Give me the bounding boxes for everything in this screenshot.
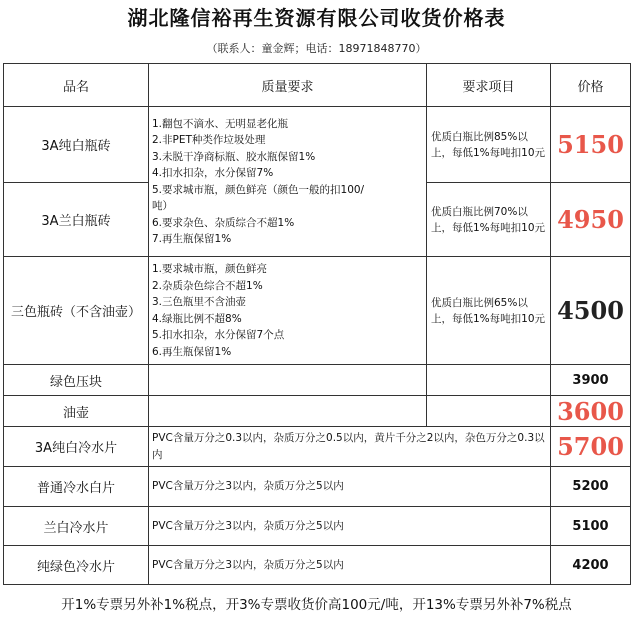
quality-requirements bbox=[149, 396, 427, 427]
requirement-text: 优质白瓶比例85%以上，每低1%每吨扣10元 bbox=[427, 107, 551, 183]
header-price: 价格 bbox=[551, 64, 631, 107]
table-row bbox=[4, 467, 631, 507]
quality-line: 3.未脱干净商标瓶、胶水瓶保留1% bbox=[152, 150, 316, 163]
price-value: 4200 bbox=[551, 546, 631, 585]
table-row bbox=[4, 365, 631, 396]
quality-line: 5.要求城市瓶，颜色鲜亮（颜色一般的扣100/ bbox=[152, 183, 365, 196]
quality-line: 4.绿瓶比例不超8% bbox=[152, 312, 242, 325]
requirement-text: 优质白瓶比例70%以上，每低1%每吨扣10元 bbox=[427, 183, 551, 257]
page-title: 湖北隆信裕再生资源有限公司收货价格表 bbox=[127, 6, 506, 30]
table-row bbox=[4, 257, 631, 365]
quality-line: 2.非PET种类作垃圾处理 bbox=[152, 134, 266, 146]
tax-note: 开1%专票另外补1%税点，开3%专票收货价高100元/吨，开13%专票另外补7%税点 bbox=[61, 597, 572, 613]
header-requirement: 要求项目 bbox=[427, 64, 551, 107]
product-name: 普通冷水白片 bbox=[4, 467, 149, 507]
product-name: 兰白冷水片 bbox=[4, 507, 149, 546]
quality-requirements: PVC含量万分之3以内，杂质万分之5以内 bbox=[149, 467, 551, 507]
quality-requirements: PVC含量万分之0.3以内，杂质万分之0.5以内，黄片千分之2以内，杂色万分之0.3以内 bbox=[149, 427, 551, 467]
quality-line: 1.要求城市瓶，颜色鲜亮 bbox=[152, 263, 268, 275]
quality-requirements bbox=[149, 107, 427, 257]
price-table bbox=[3, 63, 631, 585]
price-value: 5200 bbox=[551, 467, 631, 507]
product-name: 油壶 bbox=[4, 396, 149, 427]
table-row bbox=[4, 507, 631, 546]
product-name: 3A纯白瓶砖 bbox=[4, 107, 149, 183]
quality-requirements bbox=[149, 257, 427, 365]
quality-line: 1.翻包不滴水、无明显老化瓶 bbox=[152, 117, 289, 130]
quality-line: 2.杂质杂色综合不超1% bbox=[152, 279, 263, 292]
table-row bbox=[4, 546, 631, 585]
header-quality: 质量要求 bbox=[149, 64, 427, 107]
price-value: 4950 bbox=[551, 183, 631, 257]
quality-line: 5.扣水扣杂，水分保留7个点 bbox=[152, 329, 285, 341]
product-name: 绿色压块 bbox=[4, 365, 149, 396]
quality-line: 7.再生瓶保留1% bbox=[152, 233, 232, 245]
price-value: 3600 bbox=[551, 396, 631, 427]
price-value: 5100 bbox=[551, 507, 631, 546]
table-row bbox=[4, 396, 631, 427]
product-name: 三色瓶砖（不含油壶） bbox=[4, 257, 149, 365]
table-row bbox=[4, 427, 631, 467]
price-value: 5150 bbox=[551, 107, 631, 183]
product-name: 3A纯白冷水片 bbox=[4, 427, 149, 467]
quality-line: 吨） bbox=[152, 200, 173, 212]
price-value: 5700 bbox=[551, 427, 631, 467]
requirement-text bbox=[427, 396, 551, 427]
table-row bbox=[4, 107, 631, 183]
requirement-text: 优质白瓶比例65%以上，每低1%每吨扣10元 bbox=[427, 257, 551, 365]
quality-requirements bbox=[149, 365, 427, 396]
quality-requirements: PVC含量万分之3以内，杂质万分之5以内 bbox=[149, 507, 551, 546]
price-value: 4500 bbox=[551, 257, 631, 365]
quality-line: 6.再生瓶保留1% bbox=[152, 345, 232, 358]
header-name: 品名 bbox=[4, 64, 149, 107]
product-name: 纯绿色冷水片 bbox=[4, 546, 149, 585]
price-value: 3900 bbox=[551, 365, 631, 396]
quality-requirements: PVC含量万分之3以内，杂质万分之5以内 bbox=[149, 546, 551, 585]
requirement-text bbox=[427, 365, 551, 396]
contact-info: （联系人：童金辉；电话：18971848770） bbox=[206, 42, 427, 55]
quality-line: 6.要求杂色、杂质综合不超1% bbox=[152, 216, 295, 229]
header-row bbox=[4, 64, 631, 107]
quality-line: 4.扣水扣杂，水分保留7% bbox=[152, 167, 274, 179]
quality-line: 3.三色瓶里不含油壶 bbox=[152, 296, 247, 308]
product-name: 3A兰白瓶砖 bbox=[4, 183, 149, 257]
